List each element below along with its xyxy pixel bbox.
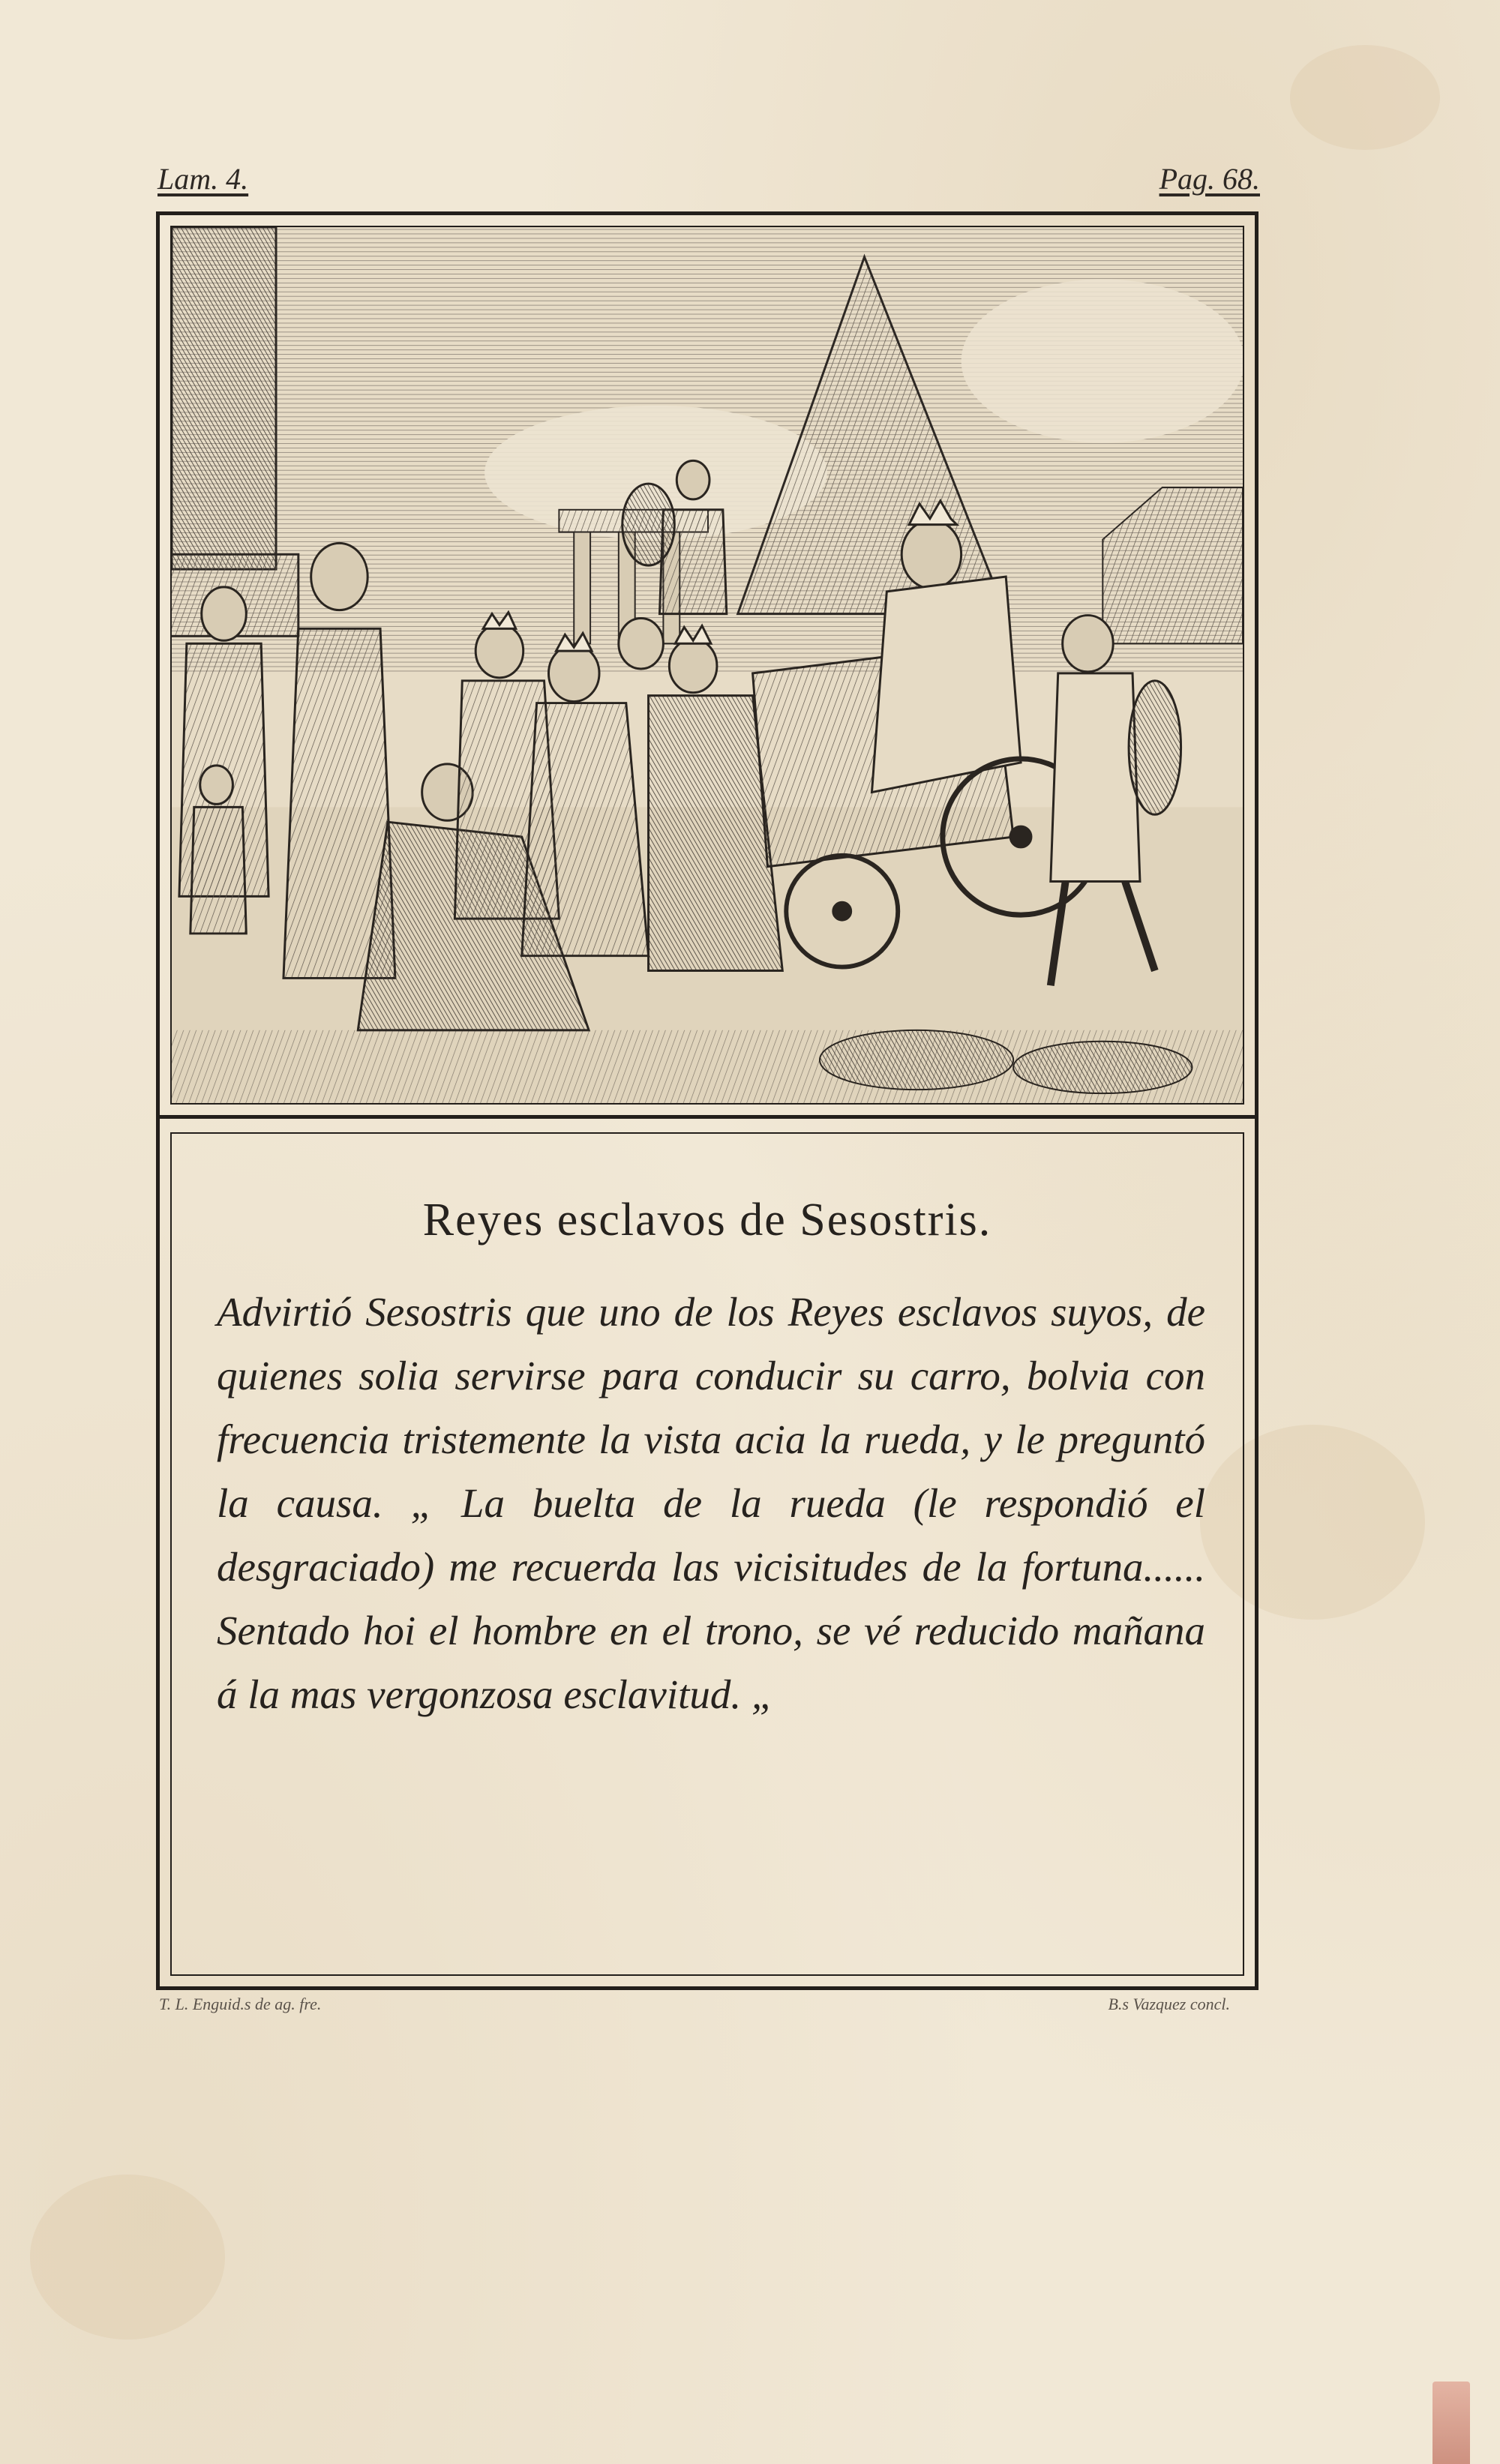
engraving-frame — [156, 211, 1258, 1119]
caption-title: Reyes esclavos de Sesostris. — [422, 1195, 992, 1245]
designer-credit: B.s Vazquez concl. — [1108, 1995, 1230, 2013]
paper-edge-mark — [1432, 2382, 1470, 2464]
engraving-scene — [172, 227, 1243, 1103]
paper-stain — [1290, 45, 1440, 150]
engraver-credit: T. L. Enguid.s de ag. fre. — [159, 1995, 322, 2013]
caption-body: Advirtió Sesostris que uno de los Reyes esclavos suyos, de quienes solia servirse para conducir su carro, bolvia con frecuencia tristemente la vista acia la rueda, y le preguntó la causa. „ La buelta de la rueda (le respondió el desgraciado) me recuerda las vicisitudes de la fortuna...... Sentado hoi el hombre en el trono, se vé reducido mañana á la mas vergonzosa esclavitud. „ — [217, 1289, 1205, 1717]
page-number: Pag. 68. — [1159, 162, 1260, 196]
plate-number: Lam. 4. — [158, 162, 249, 196]
engraving-illustration — [170, 226, 1244, 1105]
caption-frame — [156, 1119, 1258, 1990]
paper-stain — [30, 2175, 225, 2340]
caption-box — [170, 1132, 1244, 1976]
